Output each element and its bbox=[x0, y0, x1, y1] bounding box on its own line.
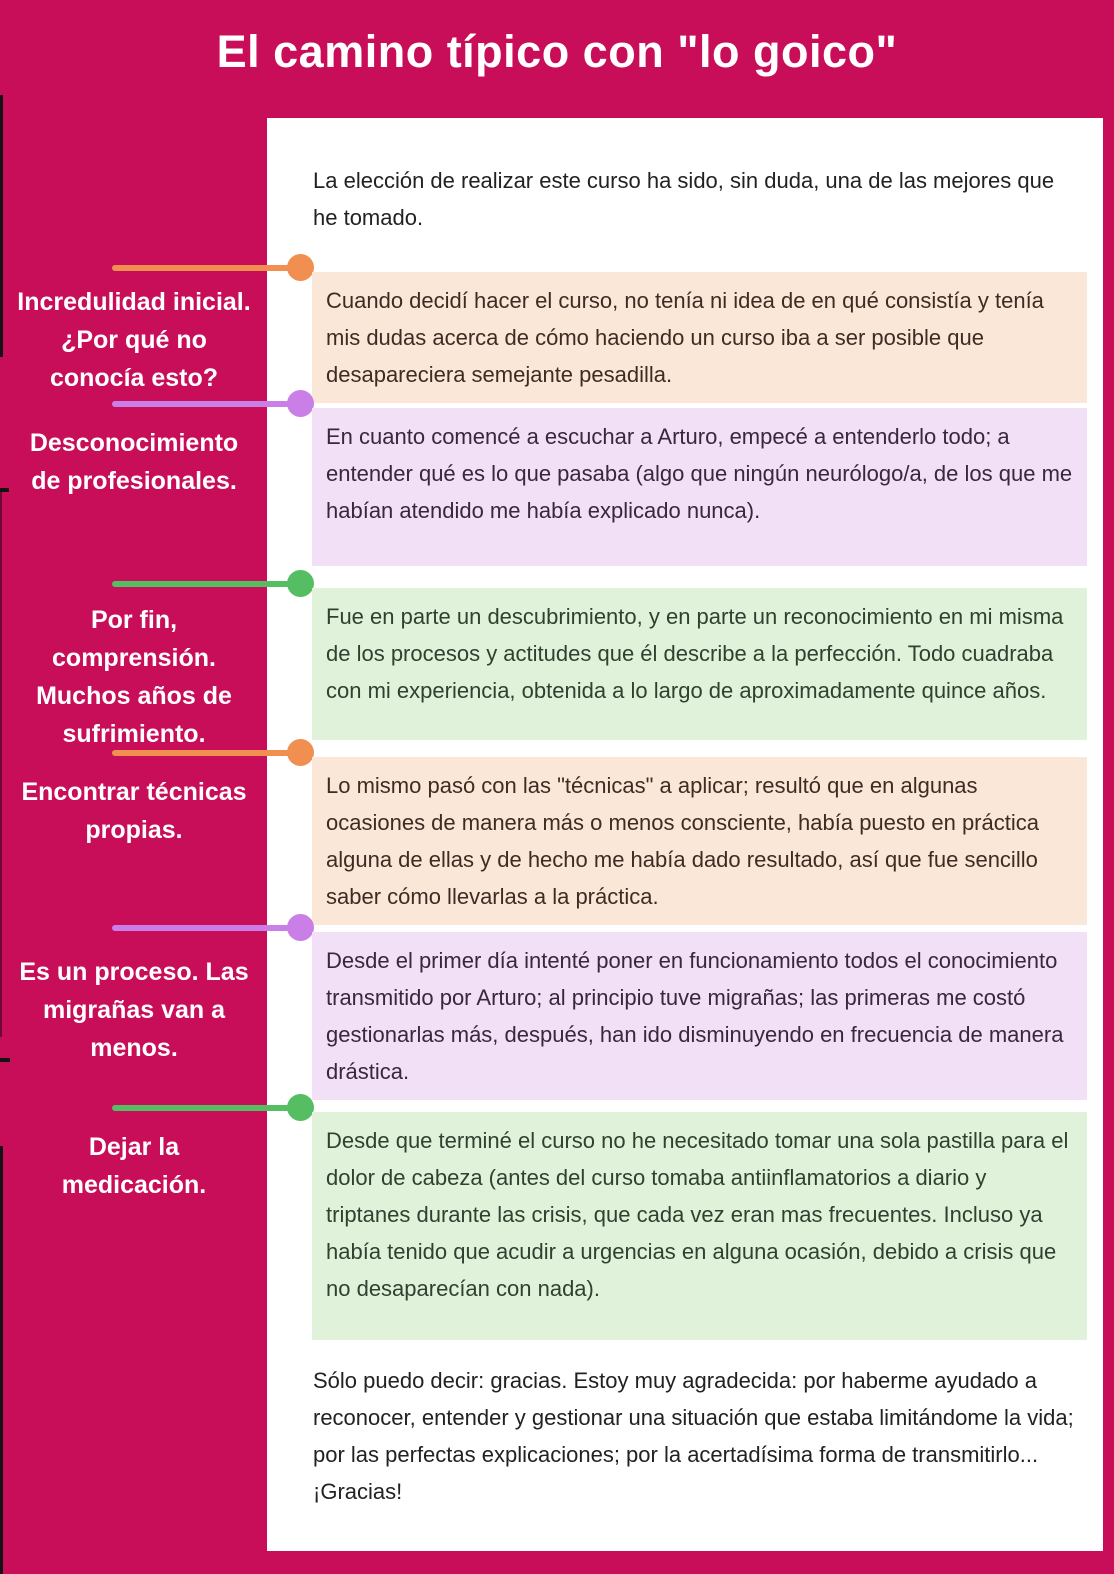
section-label: Por fin, comprensión. Muchos años de sufrimiento. bbox=[36, 606, 232, 748]
left-edge-mark bbox=[0, 95, 3, 357]
section-label: Incredulidad inicial. ¿Por qué no conocía esto? bbox=[17, 288, 251, 392]
bullet-dot-icon bbox=[287, 390, 314, 417]
connector-line bbox=[112, 265, 304, 271]
page-title: El camino típico con "lo goico" bbox=[216, 26, 898, 77]
testimonial-block: Fue en parte un descubrimiento, y en parte un reconocimiento en mi misma de los procesos y actitudes que él describe a la perfección. Todo cuadraba con mi experiencia, obtenida a lo largo de aproximadamente quince años. bbox=[312, 588, 1087, 740]
intro-paragraph: La elección de realizar este curso ha sido, sin duda, una de las mejores que he tomado. bbox=[313, 168, 1055, 230]
bullet-dot-icon bbox=[287, 570, 314, 597]
connector-line bbox=[112, 581, 304, 587]
connector-line bbox=[112, 1105, 304, 1111]
connector-line bbox=[112, 925, 304, 931]
testimonial-block: Cuando decidí hacer el curso, no tenía ni idea de en qué consistía y tenía mis dudas acerca de cómo haciendo un curso iba a ser posible que desapareciera semejante pesadilla. bbox=[312, 272, 1087, 403]
testimonial-block: En cuanto comencé a escuchar a Arturo, empecé a entenderlo todo; a entender qué es lo que pasaba (algo que ningún neurólogo/a, de los que me habían atendido me había explicado nunca). bbox=[312, 408, 1087, 566]
bullet-dot-icon bbox=[287, 739, 314, 766]
left-edge-mark bbox=[0, 1058, 10, 1062]
section-label: Dejar la medicación. bbox=[61, 1133, 207, 1199]
bullet-dot-icon bbox=[287, 914, 314, 941]
testimonial-block: Desde el primer día intenté poner en funcionamiento todos el conocimiento transmitido por Arturo; al principio tuve migrañas; las primeras me costó gestionarlas más, después, han ido disminuyendo en frecuencia de manera drástica. bbox=[312, 932, 1087, 1100]
testimonial-block: Desde que terminé el curso no he necesitado tomar una sola pastilla para el dolor de cabeza (antes del curso tomaba antiinflamatorios a diario y triptanes durante las crisis, que cada vez eran mas frecuentes. Incluso ya había tenido que acudir a urgencias en alguna ocasión, debido a crisis que no desaparecían con nada). bbox=[312, 1112, 1087, 1340]
bullet-dot-icon bbox=[287, 1094, 314, 1121]
section-label: Encontrar técnicas propias. bbox=[21, 778, 247, 844]
bullet-dot-icon bbox=[287, 254, 314, 281]
connector-line bbox=[112, 750, 304, 756]
connector-line bbox=[112, 401, 304, 407]
left-edge-mark bbox=[0, 492, 2, 1037]
testimonial-block: Lo mismo pasó con las "técnicas" a aplicar; resultó que en algunas ocasiones de manera más o menos consciente, había puesto en práctica alguna de ellas y de hecho me había dado resultado, así que fue sencillo saber cómo llevarlas a la práctica. bbox=[312, 757, 1087, 925]
outro-paragraph: Sólo puedo decir: gracias. Estoy muy agradecida: por haberme ayudado a reconocer, entender y gestionar una situación que estaba limitándome la vida; por las perfectas explicaciones; por la acertadísima forma de transmitirlo... ¡Gracias! bbox=[313, 1368, 1074, 1504]
section-label: Es un proceso. Las migrañas van a menos. bbox=[19, 958, 249, 1062]
left-edge-mark bbox=[0, 1146, 3, 1574]
section-label: Desconocimiento de profesionales. bbox=[29, 429, 239, 495]
